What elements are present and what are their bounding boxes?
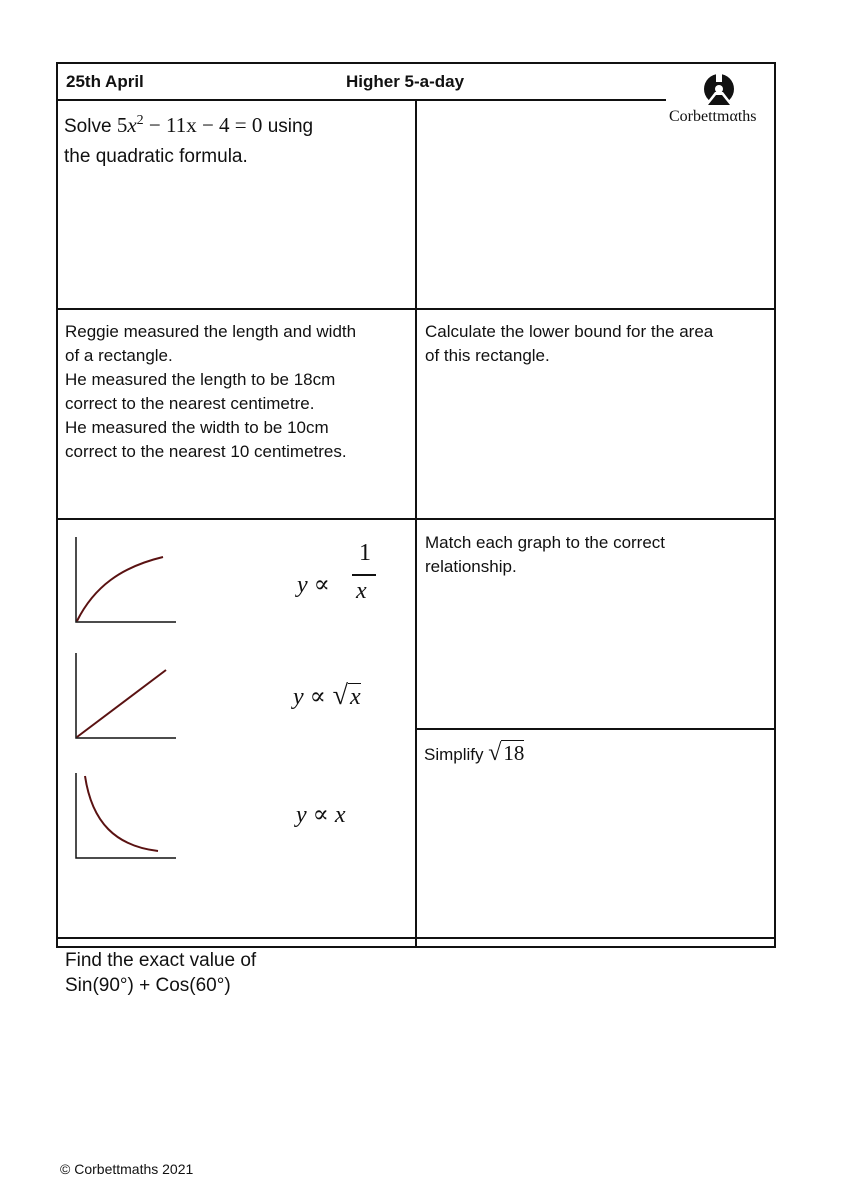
frame-right (774, 62, 776, 948)
row-divider-3 (56, 937, 776, 939)
graph-concave-increasing (66, 532, 186, 632)
q2-right-line: Calculate the lower bound for the area (425, 322, 714, 341)
relation-1-lhs: y ∝ (297, 572, 330, 598)
sqrt-radicand: x (349, 684, 361, 710)
graph-3-axes (76, 773, 176, 858)
graph-2-line (77, 670, 166, 737)
row-divider-right (415, 728, 776, 730)
relation-direct: y ∝ x (296, 802, 346, 828)
header-divider (56, 99, 666, 101)
graph-1-axes (76, 537, 176, 622)
q2-line: correct to the nearest 10 centimetres. (65, 442, 347, 461)
frame-top (56, 62, 776, 64)
graph-decreasing-curve (66, 768, 186, 868)
page-title: Higher 5-a-day (346, 72, 465, 91)
center-divider (415, 99, 417, 947)
graph-1-curve (77, 557, 163, 621)
graph-3-curve (85, 776, 158, 851)
frame-left (56, 62, 58, 948)
sqrt-symbol: √ (488, 740, 502, 766)
q1-line-2: the quadratic formula. (64, 146, 248, 167)
q2-line: He measured the width to be 10cm (65, 418, 329, 437)
copyright-icon: © (60, 1161, 71, 1177)
q3-line: relationship. (425, 557, 517, 576)
row-divider-1 (56, 308, 776, 310)
footer (60, 1161, 193, 1177)
fraction-bar (352, 574, 376, 576)
question-1 (64, 110, 404, 172)
q2-right-line: of this rectangle. (425, 346, 550, 365)
date-label: 25th April (66, 72, 144, 91)
question-4 (424, 740, 524, 767)
question-2-left (65, 320, 410, 464)
q2-line: Reggie measured the length and width (65, 322, 357, 341)
q1-line-1: Solve $5x^2 - 11x - 4 = 0$ using (64, 113, 314, 137)
simplify-label: Simplify (424, 745, 484, 764)
row-divider-2 (56, 518, 776, 520)
logo-icon (699, 70, 739, 110)
sqrt-radicand-18: 18 (503, 741, 525, 765)
fraction-numerator: 1 (359, 540, 371, 566)
footer-text: Corbettmaths 2021 (74, 1161, 194, 1177)
corbettmaths-logo (665, 70, 773, 130)
relation-sqrt (293, 680, 361, 712)
q2-line: He measured the length to be 18cm (65, 370, 336, 389)
question-5 (65, 948, 410, 998)
question-2-right (425, 320, 770, 368)
q5-line: Find the exact value of (65, 950, 257, 971)
fraction-denominator: x (356, 578, 367, 604)
logo-text: Corbettmαths (669, 108, 757, 125)
relation-2-lhs: y ∝ (293, 684, 326, 710)
q2-line: correct to the nearest centimetre. (65, 394, 315, 413)
question-3-instruction (425, 531, 770, 579)
graph-linear-increasing (66, 648, 186, 748)
q1-equation: $5x^2 - 11x - 4 = 0$ (116, 113, 263, 137)
q2-line: of a rectangle. (65, 346, 173, 365)
q3-line: Match each graph to the correct (425, 533, 666, 552)
sqrt-symbol: √ (332, 680, 348, 711)
q5-line: Sin(90°) + Cos(60°) (65, 975, 231, 996)
